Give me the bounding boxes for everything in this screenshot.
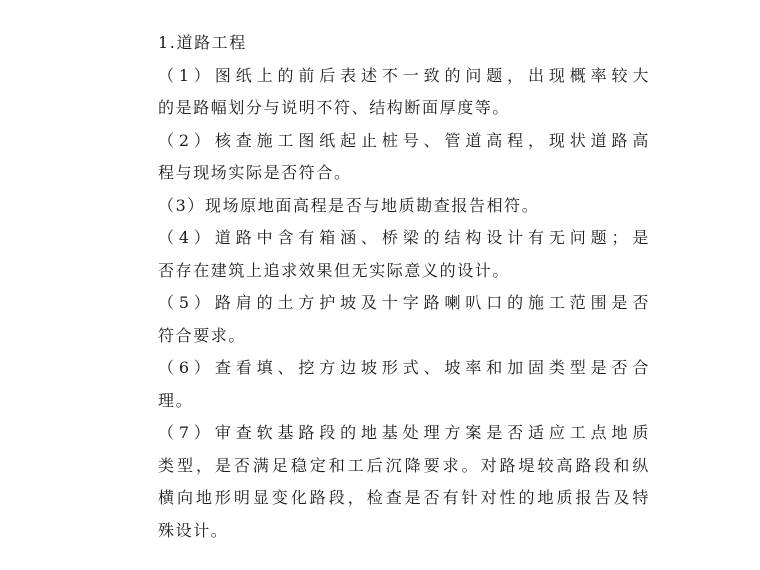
paragraph-6 bbox=[120, 352, 650, 417]
paragraph-line: 否存在建筑上追求效果但无实际意义的设计。 bbox=[158, 260, 511, 280]
paragraph-line: 横向地形明显变化路段，检查是否有针对性的地质报告及特 bbox=[158, 488, 650, 507]
paragraph-1 bbox=[120, 60, 650, 125]
paragraph-7 bbox=[120, 417, 650, 547]
paragraph-line: （2）核查施工图纸起止桩号、管道高程，现状道路高 bbox=[158, 130, 650, 150]
paragraph-line: 类型，是否满足稳定和工后沉降要求。对路堤较高路段和纵 bbox=[158, 455, 650, 475]
paragraph-line: 殊设计。 bbox=[158, 520, 229, 540]
paragraph-line: （3）现场原地面高程是否与地质勘查报告相符。 bbox=[158, 195, 540, 215]
paragraph-line: 符合要求。 bbox=[158, 325, 247, 345]
paragraph-line: （1）图纸上的前后表述不一致的问题，出现概率较大 bbox=[158, 65, 650, 85]
section-heading: 1.道路工程 bbox=[158, 33, 247, 52]
paragraph-line: 的是路幅划分与说明不符、结构断面厚度等。 bbox=[158, 98, 511, 117]
paragraph-5 bbox=[120, 287, 650, 352]
paragraph-line: （6）查看填、挖方边坡形式、坡率和加固类型是否合 bbox=[158, 358, 650, 377]
document-body bbox=[120, 27, 650, 547]
paragraph-line: 理。 bbox=[158, 390, 194, 410]
paragraph-2 bbox=[120, 125, 650, 190]
paragraph-line: 程与现场实际是否符合。 bbox=[158, 163, 352, 182]
paragraph-4 bbox=[120, 222, 650, 287]
paragraph-line: （5）路肩的土方护坡及十字路喇叭口的施工范围是否 bbox=[158, 293, 650, 312]
paragraph-line: （4）道路中含有箱涵、桥梁的结构设计有无问题；是 bbox=[158, 228, 650, 247]
paragraph-line: （7）审查软基路段的地基处理方案是否适应工点地质 bbox=[158, 423, 650, 442]
paragraph-3 bbox=[120, 190, 650, 223]
